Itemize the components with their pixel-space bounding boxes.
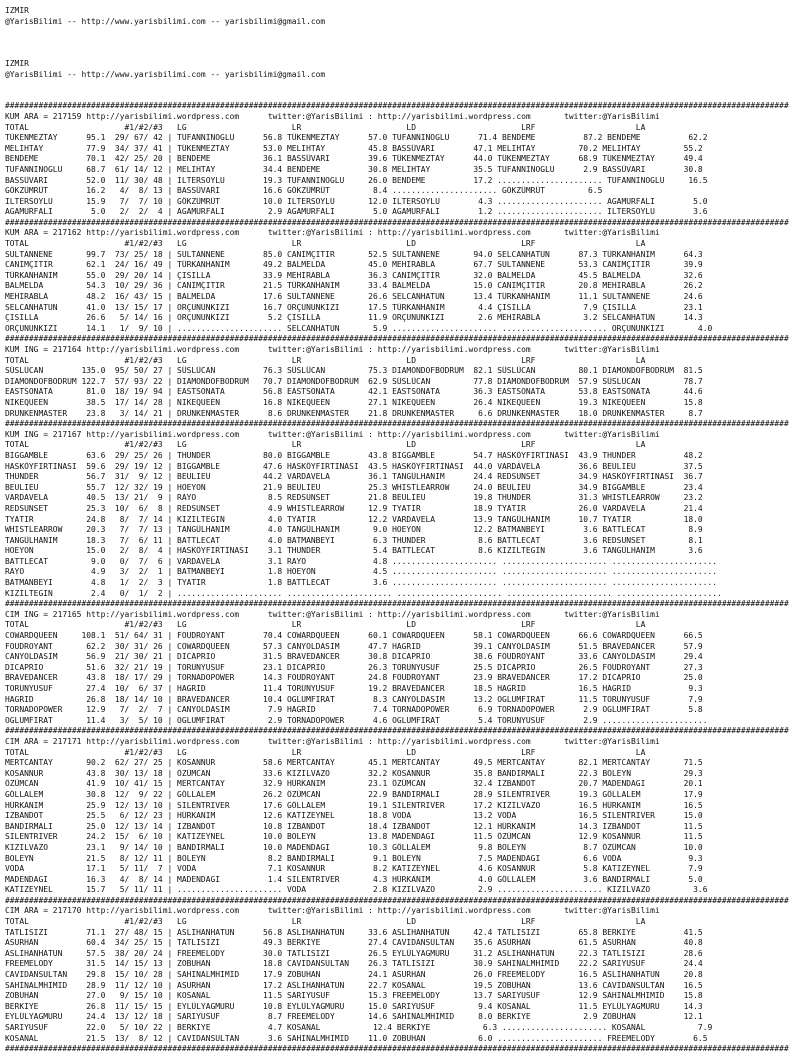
horse-row: ÇISILLA 26.6 5/ 14/ 16 | ORÇUNUNKIZI 5.2 ÇISILLA 11.9 ORÇUNUNKIZI 2.6 MEHIRABLA 3.2 SELCANHATUN 14.3	[5, 313, 703, 323]
horse-row: VARDAVELA 40.5 13/ 21/ 9 | RAYO 8.5 REDSUNSET 21.8 BEULIEU 19.8 THUNDER 31.3 WHISTLEARROW 23.2	[5, 493, 703, 503]
horse-row: TÜRKANHANIM 55.0 29/ 20/ 14 | ÇISILLA 33.9 MEHIRABLA 36.3 CANIMÇITIR 32.0 BALMELDA 45.5 BALMELDA 32.6	[5, 270, 703, 280]
horse-row: MELIHTAY 77.9 34/ 37/ 41 | TÜKENMEZTAY 53.0 MELIHTAY 45.8 BASSÜVARI 47.1 MELIHTAY 70.2 MELIHTAY 55.2	[5, 143, 703, 153]
horse-row: BALMELDA 54.3 10/ 29/ 36 | CANIMÇITIR 21.5 TÜRKANHANIM 33.4 BALMELDA 15.0 CANIMÇITIR 20.8 MEHIRABLA 26.2	[5, 281, 703, 291]
separator-line: ####################################################################################################################################################################	[5, 217, 789, 227]
horse-row: MERTCANTAY 90.2 62/ 27/ 25 | KOSANNUR 58.6 MERTCANTAY 45.1 MERTCANTAY 49.5 MERTCANTAY 82.1 MERTCANTAY 71.5	[5, 758, 703, 768]
horse-row: KOSANNUR 43.8 30/ 13/ 18 | ÖZÜMCAN 33.6 KIZILVAZO 32.2 KOSANNUR 35.8 BANDIRMALI 22.3 BOLEYN 29.3	[5, 768, 703, 778]
horse-row: CAVIDANSULTAN 29.8 15/ 10/ 28 | SAHINALMHIMID 17.9 ZOBUHAN 24.1 ASURHAN 26.0 FREEMELODY 16.5 ASLIHANHATUN 20.8	[5, 970, 703, 980]
horse-row: WHISTLEARROW 20.3 7/ 7/ 13 | TANGÜLHANIM 4.0 TANGÜLHANIM 9.0 HOEYON 12.2 BATMANBEYI 3.6 BATTLECAT 8.9	[5, 525, 703, 535]
horse-row: BENDEME 70.1 42/ 25/ 20 | BENDEME 36.1 BASSÜVARI 39.6 TÜKENMEZTAY 44.0 TÜKENMEZTAY 68.9 TÜKENMEZTAY 49.4	[5, 154, 703, 164]
race-header: CIM ARA = 217170 http://yarisbilimi.wordpress.com twitter:@YarisBilimi : http://yarisbilimi.wordpress.com twitter:@YarisBilimi	[5, 906, 660, 916]
horse-row: DICAPRIO 51.6 32/ 21/ 19 | TORUNYUSUF 23.1 DICAPRIO 26.3 TORUNYUSUF 25.5 DICAPRIO 26.5 FOUDROYANT 27.3	[5, 662, 703, 672]
horse-row: REDSUNSET 25.3 10/ 6/ 8 | REDSUNSET 4.9 WHISTLEARROW 12.9 TYATIR 18.9 TYATIR 26.0 VARDAVELA 21.4	[5, 503, 703, 513]
horse-row: FREEMELODY 31.5 14/ 15/ 13 | ZOBUHAN 18.8 CAVIDANSULTAN 26.3 TATLISIZI 30.9 SAHINALMHIMID 22.2 SARIYUSUF 24.4	[5, 959, 703, 969]
column-headers: TOTAL #1/#2/#3 LG LR LD LRF LA	[5, 747, 646, 757]
horse-row: THUNDER 56.7 31/ 9/ 12 | BEULIEU 44.2 VARDAVELA 36.1 TANGÜLHANIM 24.4 REDSUNSET 34.9 HASKÖYFIRTINASI 36.7	[5, 472, 703, 482]
horse-row: BATTLECAT 9.0 0/ 7/ 6 | VARDAVELA 3.1 RAYO 4.8 ...................... ...................... ......................	[5, 556, 718, 566]
horse-row: DIAMONDOFBODRUM 122.7 57/ 93/ 22 | DIAMONDOFBODRUM 70.7 DIAMONDOFBODRUM 62.9 SÜSLÜCAN 77.8 DIAMONDOFBODRUM 57.9 SÜSLÜCAN 78.7	[5, 376, 703, 386]
intro-line: @YarisBilimi -- http://www.yarisbilimi.com -- yarisbilimi@gmail.com	[5, 16, 326, 26]
horse-row: EASTSONATA 81.0 18/ 19/ 94 | EASTSONATA 56.8 EASTSONATA 42.1 EASTSONATA 36.3 EASTSONATA 53.8 EASTSONATA 44.6	[5, 387, 703, 397]
horse-row: ILTERSOYLU 15.9 7/ 7/ 10 | GÖKZÜMRÜT 10.0 ILTERSOYLU 12.0 ILTERSOYLU 4.3 ...................... AGAMURFALI 5.0	[5, 196, 708, 206]
separator-line: ####################################################################################################################################################################	[5, 334, 789, 344]
horse-row: CANYOLDASIM 56.9 21/ 30/ 21 | DICAPRIO 31.5 BRAVEDANCER 30.8 DICAPRIO 38.6 FOUDROYANT 33.6 CANYOLDASIM 29.4	[5, 652, 703, 662]
horse-row: HOEYON 15.0 2/ 8/ 4 | HASKÖYFIRTINASI 3.1 THUNDER 5.4 BATTLECAT 8.6 KIZILTEGIN 3.6 TANGÜLHANIM 3.6	[5, 546, 703, 556]
blank-line	[5, 27, 803, 38]
horse-row: BANDIRMALI 25.0 12/ 13/ 14 | IZBANDOT 10.8 IZBANDOT 18.4 IZBANDOT 12.1 HÜRKANIM 14.3 IZBANDOT 11.5	[5, 821, 703, 831]
blank-line	[5, 91, 803, 102]
horse-row: GÖLLALEM 30.8 12/ 9/ 22 | GÖLLALEM 26.2 ÖZÜMCAN 22.9 BANDIRMALI 28.9 SILENTRIVER 19.3 GÖLLALEM 17.9	[5, 789, 703, 799]
horse-row: TÜKENMEZTAY 95.1 29/ 67/ 42 | TUFANNINOGLU 56.8 TÜKENMEZTAY 57.0 TUFANNINOGLU 71.4 BENDEME 87.2 BENDEME 62.2	[5, 133, 708, 143]
race-header: KUM ING = 217164 http://yarisbilimi.wordpress.com twitter:@YarisBilimi : http://yarisbilimi.wordpress.com twitter:@YarisBilimi	[5, 345, 660, 354]
horse-row: HASKÖYFIRTINASI 59.6 29/ 19/ 12 | BIGGAMBLE 47.6 HASKÖYFIRTINASI 43.5 HASKÖYFIRTINASI 44.0 VARDAVELA 36.6 BEULIEU 37.5	[5, 461, 703, 471]
race-header: KUM ING = 217167 http://yarisbilimi.wordpress.com twitter:@YarisBilimi : http://yarisbilimi.wordpress.com twitter:@YarisBilimi	[5, 429, 660, 439]
race-header: CIM ING = 217165 http://yarisbilimi.wordpress.com twitter:@YarisBilimi : http://yarisbilimi.wordpress.com twitter:@YarisBilimi	[5, 609, 660, 619]
horse-row: AGAMURFALI 5.0 2/ 2/ 4 | AGAMURFALI 2.9 AGAMURFALI 5.0 AGAMURFALI 1.2 ...................... ILTERSOYLU 3.6	[5, 207, 708, 217]
horse-row: SILENTRIVER 24.2 15/ 6/ 10 | KATIZEYNEL 10.0 BOLEYN 13.8 MADENDAGI 11.5 ÖZÜMCAN 12.9 KOSANNUR 11.5	[5, 832, 703, 842]
horse-row: IZBANDOT 25.5 6/ 12/ 23 | HÜRKANIM 12.6 KATIZEYNEL 18.8 VODA 13.2 VODA 16.5 SILENTRIVER 15.0	[5, 811, 703, 821]
horse-row: ZOBUHAN 27.0 9/ 15/ 10 | KOSANAL 11.5 SARIYUSUF 15.3 FREEMELODY 13.7 SARIYUSUF 12.9 SAHINALMHIMID 15.8	[5, 991, 703, 1001]
horse-row: CANIMÇITIR 62.1 24/ 16/ 49 | TÜRKANHANIM 49.2 BALMELDA 45.0 MEHIRABLA 67.7 SULTANNENE 53.3 CANIMÇITIR 39.9	[5, 260, 703, 270]
blank-line	[5, 80, 803, 91]
race-header: KUM ARA = 217162 http://yarisbilimi.wordpress.com twitter:@YarisBilimi : http://yarisbilimi.wordpress.com twitter:@YarisBilimi	[5, 228, 660, 238]
horse-row: SULTANNENE 99.7 73/ 25/ 18 | SULTANNENE 85.0 CANIMÇITIR 52.5 SULTANNENE 94.0 SELCANHATUN 87.3 TÜRKANHANIM 64.3	[5, 249, 703, 259]
horse-row: TATLISIZI 71.1 27/ 48/ 15 | ASLIHANHATUN 56.8 ASLIHANHATUN 33.6 ASLIHANHATUN 42.4 TATLISIZI 65.8 BERKIYE 41.5	[5, 927, 703, 937]
horse-row: ASLIHANHATUN 57.5 38/ 20/ 24 | FREEMELODY 30.0 TATLISIZI 26.5 EYLÜLYAGMURU 31.2 ASLIHANHATUN 22.3 TATLISIZI 28.6	[5, 948, 703, 958]
horse-row: HAGRID 26.8 18/ 14/ 10 | BRAVEDANCER 10.4 OGLUMFIRAT 8.3 CANYOLDASIM 13.2 OGLUMFIRAT 11.5 TORUNYUSUF 7.9	[5, 694, 703, 704]
separator-line: ####################################################################################################################################################################	[5, 419, 789, 429]
separator-line: ####################################################################################################################################################################	[5, 1044, 789, 1054]
horse-row: TORNADOPOWER 12.9 7/ 2/ 7 | CANYOLDASIM 7.9 HAGRID 7.4 TORNADOPOWER 6.9 TORNADOPOWER 2.9 OGLUMFIRAT 5.8	[5, 705, 703, 715]
horse-row: SÜSLÜCAN 135.0 95/ 50/ 27 | SÜSLÜCAN 76.3 SÜSLÜCAN 75.3 DIAMONDOFBODRUM 82.1 SÜSLÜCAN 80.1 DIAMONDOFBODRUM 81.5	[5, 366, 703, 376]
column-headers: TOTAL #1/#2/#3 LG LR LD LRF LA	[5, 355, 646, 365]
horse-row: SELCANHATUN 41.0 13/ 15/ 17 | ORÇUNUNKIZI 16.7 ORÇUNUNKIZI 17.5 TÜRKANHANIM 4.4 ÇISILLA 7.9 ÇISILLA 23.1	[5, 302, 703, 312]
column-headers: TOTAL #1/#2/#3 LG LR LD LRF LA	[5, 620, 646, 630]
horse-row: ÖZÜMCAN 41.9 10/ 41/ 15 | MERTCANTAY 32.9 HÜRKANIM 23.1 ÖZÜMCAN 32.4 IZBANDOT 20.7 MADENDAGI 20.1	[5, 779, 703, 789]
horse-row: VODA 17.1 5/ 11/ 7 | VODA 7.1 KOSANNUR 8.2 KATIZEYNEL 4.6 KOSANNUR 5.8 KATIZEYNEL 7.9	[5, 864, 703, 874]
horse-row: SAHINALMHIMID 28.9 11/ 12/ 10 | ASURHAN 17.2 ASLIHANHATUN 22.7 KOSANAL 19.5 ZOBUHAN 13.6 CAVIDANSULTAN 16.5	[5, 980, 703, 990]
horse-row: BERKIYE 26.8 11/ 15/ 15 | EYLÜLYAGMURU 10.8 EYLÜLYAGMURU 15.0 SARIYUSUF 9.4 KOSANAL 11.5 EYLÜLYAGMURU 14.3	[5, 1001, 703, 1011]
horse-row: MEHIRABLA 48.2 16/ 43/ 15 | BALMELDA 17.6 SULTANNENE 26.6 SELCANHATUN 13.4 TÜRKANHANIM 11.1 SULTANNENE 24.6	[5, 292, 703, 302]
blank-line	[5, 38, 803, 49]
horse-row: BOLEYN 21.5 8/ 12/ 11 | BOLEYN 8.2 BANDIRMALI 9.1 BOLEYN 7.5 MADENDAGI 6.6 VODA 9.3	[5, 853, 703, 863]
horse-row: DRUNKENMASTER 23.8 3/ 14/ 21 | DRUNKENMASTER 8.6 DRUNKENMASTER 21.8 DRUNKENMASTER 6.6 DRUNKENMASTER 18.0 DRUNKENMASTER 8.7	[5, 408, 703, 418]
horse-row: BIGGAMBLE 63.6 29/ 25/ 26 | THUNDER 80.0 BIGGAMBLE 43.8 BIGGAMBLE 54.7 HASKÖYFIRTINASI 43.9 THUNDER 48.2	[5, 450, 703, 460]
separator-line: ####################################################################################################################################################################	[5, 895, 789, 905]
horse-row: BATMANBEYI 4.8 1/ 2/ 3 | TYATIR 1.8 BATTLECAT 3.6 ...................... ...................... ......................	[5, 578, 718, 588]
horse-row: KIZILVAZO 23.1 9/ 14/ 10 | BANDIRMALI 10.0 MADENDAGI 10.3 GÖLLALEM 9.8 BOLEYN 8.7 ÖZÜMCAN 10.0	[5, 842, 703, 852]
race-header: KUM ARA = 217159 http://yarisbilimi.wordpress.com twitter:@YarisBilimi : http://yarisbilimi.wordpress.com twitter:@YarisBilimi	[5, 111, 660, 121]
separator-line: ####################################################################################################################################################################	[5, 599, 789, 609]
horse-row: MADENDAGI 16.3 4/ 8/ 14 | MADENDAGI 1.4 SILENTRIVER 4.3 HÜRKANIM 4.0 GÖLLALEM 3.6 BANDIRMALI 5.0	[5, 874, 703, 884]
horse-row: ASURHAN 60.4 34/ 25/ 15 | TATLISIZI 49.3 BERKIYE 27.4 CAVIDANSULTAN 35.6 ASURHAN 61.5 ASURHAN 40.8	[5, 938, 703, 948]
intro-line: IZMIR	[5, 58, 29, 68]
horse-row: TORUNYUSUF 27.4 10/ 6/ 37 | HAGRID 11.4 TORUNYUSUF 19.2 BRAVEDANCER 18.5 HAGRID 16.5 HAGRID 9.3	[5, 684, 703, 693]
separator-line: ####################################################################################################################################################################	[5, 726, 789, 736]
blank-line	[5, 48, 803, 59]
horse-row: KATIZEYNEL 15.7 5/ 11/ 11 | ...................... VODA 2.8 KIZILVAZO 2.9 ...................... KIZILVAZO 3.6	[5, 885, 708, 895]
horse-row: RAYO 4.9 3/ 2/ 1 | BATMANBEYI 1.8 HOEYON 4.5 ...................... ...................... ......................	[5, 567, 718, 577]
horse-row: TANGÜLHANIM 18.3 7/ 6/ 11 | BATTLECAT 4.0 BATMANBEYI 6.3 THUNDER 8.6 BATTLECAT 3.6 REDSUNSET 8.1	[5, 535, 703, 545]
horse-row: FOUDROYANT 62.2 30/ 31/ 26 | COWARDQUEEN 57.3 CANYOLDASIM 47.7 HAGRID 39.1 CANYOLDASIM 51.5 BRAVEDANCER 57.9	[5, 641, 703, 651]
horse-row: EYLÜLYAGMURU 24.4 13/ 12/ 18 | SARIYUSUF 8.7 FREEMELODY 14.6 SAHINALMHIMID 8.0 BERKIYE 2.9 ZOBUHAN 12.1	[5, 1012, 703, 1022]
intro-line: @YarisBilimi -- http://www.yarisbilimi.com -- yarisbilimi@gmail.com	[5, 69, 326, 79]
horse-row: BRAVEDANCER 43.8 18/ 17/ 29 | TORNADOPOWER 14.3 FOUDROYANT 24.8 FOUDROYANT 23.9 BRAVEDANCER 17.2 DICAPRIO 25.0	[5, 673, 703, 683]
horse-row: KOSANAL 21.5 13/ 8/ 12 | CAVIDANSULTAN 3.6 SAHINALMHIMID 11.0 ZOBUHAN 6.0 ...................... FREEMELODY 6.5	[5, 1033, 708, 1043]
column-headers: TOTAL #1/#2/#3 LG LR LD LRF LA	[5, 440, 646, 450]
horse-row: SARIYUSUF 22.0 5/ 10/ 22 | BERKIYE 4.7 KOSANAL 12.4 BERKIYE 6.3 ...................... KOSANAL 7.9	[5, 1023, 713, 1032]
separator-line: ####################################################################################################################################################################	[5, 101, 789, 111]
horse-row: NIKEQUEEN 38.5 17/ 14/ 28 | NIKEQUEEN 16.8 NIKEQUEEN 27.1 NIKEQUEEN 26.4 NIKEQUEEN 19.3 NIKEQUEEN 15.8	[5, 397, 703, 407]
column-headers: TOTAL #1/#2/#3 LG LR LD LRF LA	[5, 239, 646, 249]
horse-row: BEULIEU 55.7 12/ 32/ 19 | HOEYON 21.9 BEULIEU 25.3 WHISTLEARROW 24.0 BEULIEU 34.9 BIGGAMBLE 23.4	[5, 482, 703, 492]
horse-row: TUFANNINOGLU 68.7 61/ 14/ 12 | MELIHTAY 34.4 BENDEME 30.8 MELIHTAY 35.5 TUFANNINOGLU 2.9 BASSÜVARI 30.8	[5, 164, 703, 174]
column-headers: TOTAL #1/#2/#3 LG LR LD LRF LA	[5, 122, 646, 132]
horse-row: ORÇUNUNKIZI 14.1 1/ 9/ 10 | ...................... SELCANHATUN 5.9 ...................... ...................... ORÇUNUNKIZI 4.0	[5, 323, 713, 333]
horse-row: KIZILTEGIN 2.4 0/ 1/ 2 | ...................... ...................... ...................... ...................... ......................	[5, 588, 722, 598]
horse-row: HÜRKANIM 25.9 12/ 13/ 10 | SILENTRIVER 17.6 GÖLLALEM 19.1 SILENTRIVER 17.2 KIZILVAZO 16.5 HÜRKANIM 16.5	[5, 800, 703, 810]
horse-row: OGLUMFIRAT 11.4 3/ 5/ 10 | OGLUMFIRAT 2.9 TORNADOPOWER 4.6 OGLUMFIRAT 5.4 TORUNYUSUF 2.9 ......................	[5, 715, 708, 725]
intro-line: IZMIR	[5, 6, 29, 15]
horse-row: BASSÜVARI 52.0 11/ 30/ 48 | ILTERSOYLU 19.3 TUFANNINOGLU 26.0 BENDEME 17.2 ...................... TUFANNINOGLU 16.5	[5, 175, 708, 185]
horse-row: GÖKZÜMRÜT 16.2 4/ 8/ 13 | BASSÜVARI 16.6 GÖKZÜMRÜT 8.4 ...................... GÖKZÜMRÜT 6.5	[5, 186, 603, 196]
column-headers: TOTAL #1/#2/#3 LG LR LD LRF LA	[5, 917, 646, 927]
horse-row: COWARDQUEEN 108.1 51/ 64/ 31 | FOUDROYANT 70.4 COWARDQUEEN 60.1 COWARDQUEEN 58.1 COWARDQUEEN 66.6 COWARDQUEEN 66.5	[5, 631, 703, 641]
race-header: CIM ARA = 217171 http://yarisbilimi.wordpress.com twitter:@YarisBilimi : http://yarisbilimi.wordpress.com twitter:@YarisBilimi	[5, 736, 660, 746]
horse-row: TYATIR 24.8 8/ 7/ 14 | KIZILTEGIN 4.0 TYATIR 12.2 VARDAVELA 13.9 TANGÜLHANIM 10.7 TYATIR 18.0	[5, 514, 703, 524]
